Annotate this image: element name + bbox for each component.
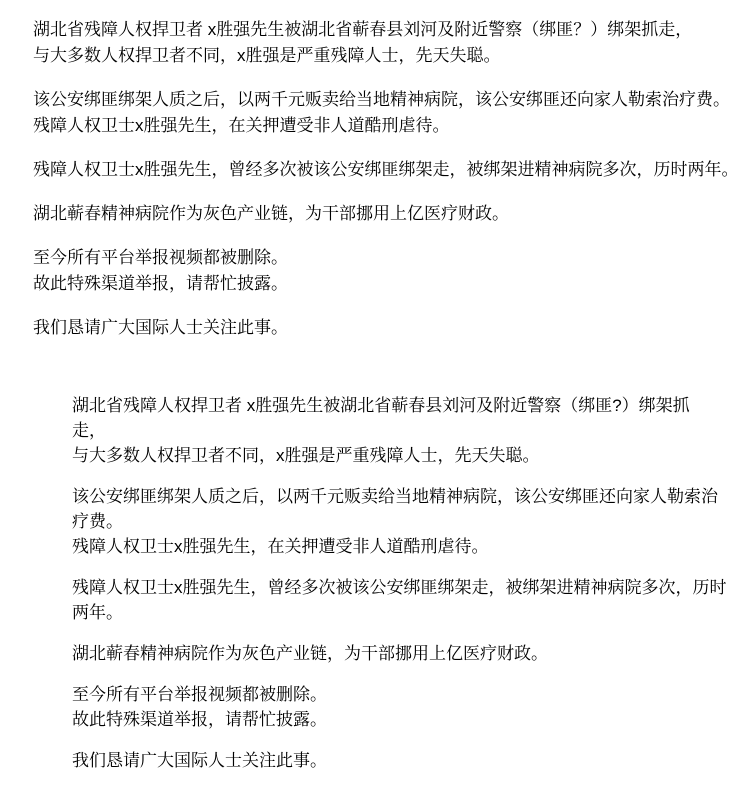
text-line: 两年。 (72, 603, 123, 622)
text-line: 至今所有平台举报视频都被删除。 (33, 248, 288, 267)
paragraph-6 (33, 315, 739, 341)
paragraph-4 (72, 641, 727, 666)
paragraph-2 (33, 87, 739, 139)
text-line: 该公安绑匪绑架人质之后，以两千元贩卖给当地精神病院，该公安绑匪还向家人勒索治疗费。 (33, 90, 730, 109)
text-line: 残障人权卫士x胜强先生，曾经多次被该公安绑匪绑架走，被绑架进精神病院多次，历时 (72, 578, 727, 597)
text-line: 与大多数人权捍卫者不同，x胜强是严重残障人士，先天失聪。 (33, 46, 501, 65)
text-line: 残障人权卫士x胜强先生，在关押遭受非人道酷刑虐待。 (72, 537, 489, 556)
text-line: 残障人权卫士x胜强先生，曾经多次被该公安绑匪绑架走，被绑架进精神病院多次，历时两年。 (33, 160, 739, 179)
text-line: 湖北省残障人权捍卫者 x胜强先生被湖北省蕲春县刘河及附近警察（绑匪?）绑架抓 (72, 396, 690, 415)
text-line: 我们恳请广大国际人士关注此事。 (33, 318, 288, 337)
paragraph-5 (72, 682, 727, 732)
text-line: 走， (72, 421, 106, 440)
paragraph-3 (33, 157, 739, 183)
text-line: 我们恳请广大国际人士关注此事。 (72, 751, 327, 770)
text-line: 与大多数人权捍卫者不同，x胜强是严重残障人士，先天失聪。 (72, 446, 540, 465)
text-line: 湖北蕲春精神病院作为灰色产业链，为干部挪用上亿医疗财政。 (72, 644, 548, 663)
paragraph-4 (33, 201, 739, 227)
text-line: 湖北省残障人权捍卫者 x胜强先生被湖北省蕲春县刘河及附近警察（绑匪？）绑架抓走， (33, 20, 693, 39)
quoted-message-text (72, 393, 727, 789)
original-message-text (33, 17, 739, 359)
paragraph-5 (33, 245, 739, 297)
text-line: 湖北蕲春精神病院作为灰色产业链，为干部挪用上亿医疗财政。 (33, 204, 509, 223)
paragraph-2 (72, 484, 727, 559)
text-line: 故此特殊渠道举报，请帮忙披露。 (72, 710, 327, 729)
text-line: 故此特殊渠道举报，请帮忙披露。 (33, 274, 288, 293)
text-line: 至今所有平台举报视频都被删除。 (72, 685, 327, 704)
paragraph-6 (72, 748, 727, 773)
text-line: 疗费。 (72, 512, 123, 531)
paragraph-1 (72, 393, 727, 468)
text-line: 该公安绑匪绑架人质之后，以两千元贩卖给当地精神病院，该公安绑匪还向家人勒索治 (72, 487, 718, 506)
paragraph-3 (72, 575, 727, 625)
paragraph-1 (33, 17, 739, 69)
text-line: 残障人权卫士x胜强先生，在关押遭受非人道酷刑虐待。 (33, 116, 450, 135)
